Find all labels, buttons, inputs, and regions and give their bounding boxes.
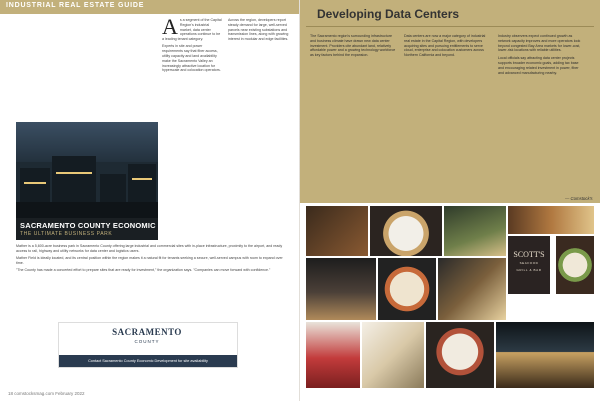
photo-tile — [508, 206, 594, 234]
photo-caption-bar — [16, 218, 218, 240]
article-panel — [300, 0, 600, 203]
article-column-3 — [498, 34, 584, 75]
ad-logo-sub: COUNTY — [134, 339, 160, 344]
intro-column-2 — [228, 18, 290, 44]
photo-tile — [556, 236, 594, 294]
right-page — [300, 0, 600, 401]
photo-tile — [426, 322, 494, 388]
article-title: Developing Data Centers — [317, 7, 460, 21]
body-paragraph: Mather Field is ideally located, and its central position within the region makes it a natural fit for tenants seeking a secure, well-served campus with room to expand over time. — [16, 256, 283, 265]
article-column-1: The Sacramento region's surrounding infrastructure and business climate have drawn new data center investment. Providers cite abundant land, relatively affordable power and a growing technology workforce as key factors behind the expansion. — [310, 34, 396, 58]
photo-tile — [370, 206, 442, 256]
photo-tile — [362, 322, 424, 388]
photo-tile — [438, 258, 506, 320]
scotts-logo-wordmark: SCOTT'S — [513, 250, 545, 259]
photo-tile — [306, 206, 368, 256]
photo-tile — [378, 258, 436, 320]
photo-building — [128, 164, 156, 202]
drop-cap: A — [162, 14, 178, 39]
intro-paragraph: Across the region, developers report steady demand for large, well-served parcels near existing substations and transmission lines, along with growing interest in modular and edge facilities. — [228, 18, 289, 42]
scotts-logo-subline: GRILL & BAR — [516, 268, 542, 272]
photo-building — [52, 156, 96, 202]
photo-tile — [496, 322, 594, 388]
scotts-logo-tile — [508, 236, 550, 294]
title-rule — [306, 26, 594, 27]
photo-ground — [16, 202, 158, 218]
intro-column-1 — [162, 14, 222, 76]
photo-tile — [306, 258, 376, 320]
article-signature: — Comstock's — [565, 196, 593, 201]
restaurant-photo-collage — [306, 206, 594, 388]
photo-light-strip — [56, 172, 92, 174]
article-column-2: Data centers are now a major category of industrial real estate in the Capital Region, with developers acquiring sites and pursuing entitlements to serve cloud, enterprise and colocation customers across Northern California and beyond. — [404, 34, 486, 58]
ad-contact: Contact Sacramento County Economic Development for site availability — [88, 359, 208, 363]
sponsor-ad — [58, 322, 238, 368]
photo-caption-subtitle: THE ULTIMATE BUSINESS PARK — [20, 231, 113, 237]
article-paragraph: Local officials say attracting data center projects supports broader economic goals, adding tax base and encouraging related investment in power, fiber and advanced manufacturing nearby. — [498, 56, 579, 75]
intro-paragraph: Experts in site and power requirements say that fiber access, utility capacity and land availability make the Sacramento Valley an increasingly attractive location for hyperscale and colocation operators. — [162, 44, 221, 73]
section-header-band — [0, 0, 300, 14]
body-text — [16, 244, 286, 275]
photo-tile — [444, 206, 506, 256]
business-park-photo — [16, 122, 158, 218]
photo-light-strip — [24, 182, 46, 184]
photo-caption-title: SACRAMENTO COUNTY ECONOMIC DEVELOPMENT — [20, 221, 218, 230]
photo-building — [20, 168, 50, 202]
scotts-logo-subline: SEAFOOD — [519, 261, 539, 265]
photo-tile — [306, 322, 360, 388]
ad-contact-bar — [59, 355, 237, 367]
left-folio: 18 comstocksmag.com February 2022 — [8, 391, 85, 396]
photo-light-strip — [132, 178, 152, 180]
intro-paragraph: s a segment of the Capital Region's industrial market, data center operations continue to be a leading tenant category. — [162, 18, 222, 42]
section-header: INDUSTRIAL REAL ESTATE GUIDE — [6, 2, 145, 9]
article-paragraph: Industry observers expect continued growth as network capacity improves and more operators look beyond congested Bay Area markets for lower-cost, lower-risk locations with reliable utilities. — [498, 34, 581, 53]
photo-building — [100, 174, 126, 202]
body-paragraph: Mather is a 5,600-acre business park in Sacramento County offering large industrial and commercial sites with in-place infrastructure, proximity to the airport, and ready access to rail, highway and utility networks for data center and logistics users. — [16, 244, 283, 253]
ad-logo: SACRAMENTO — [112, 327, 182, 337]
body-paragraph: "The County has made a concerted effort to prepare sites that are ready for investment," the organization says. "Companies can move forward with confidence." — [16, 268, 271, 273]
